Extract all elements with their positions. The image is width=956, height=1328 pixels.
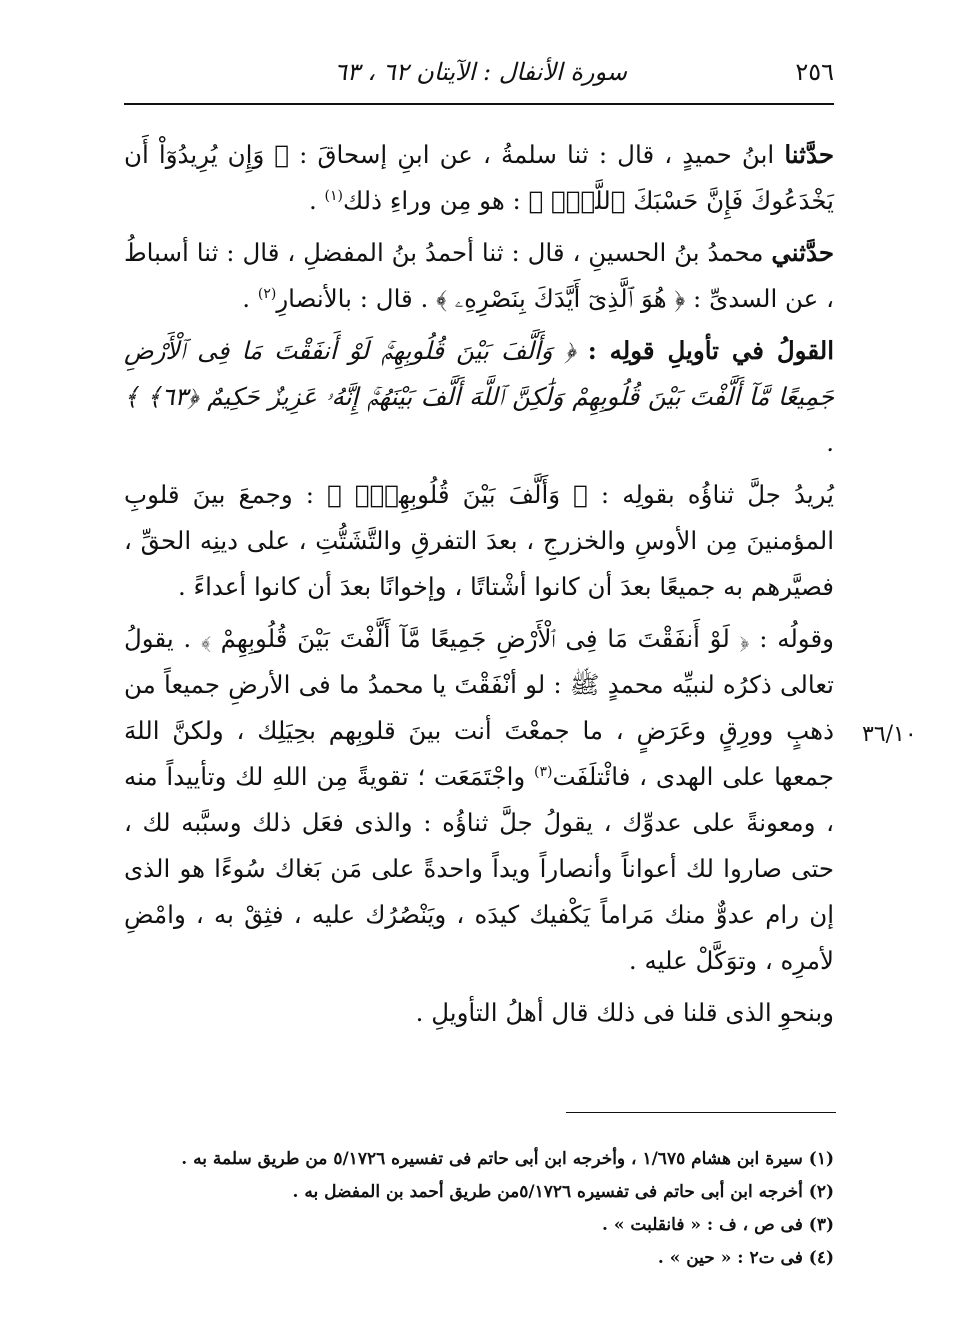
footnote: (٢) أخرجه ابن أبى حاتم فى تفسيره ٥/١٧٢٦من طريق أحمد بن المفضل به . [292,1182,834,1202]
main-text [124,132,834,1042]
paragraph-commentary-3 [124,990,834,1036]
footnote: (٤) فى ت٢ : « حين » . [657,1248,834,1268]
footnotes [124,1143,834,1275]
paragraph-text: محمدُ بنُ الحسينِ ، قال : ثنا أحمدُ بنُ المفضلِ ، قال : ثنا أسباطُ ، عن السدىِّ : ﴿ هُوَ ٱلَّذِىٓ أَيَّدَكَ بِنَصْرِهِۦ ﴾ . قال : بالأنصارِ [124,238,834,313]
paragraph-commentary-1 [124,472,834,610]
paragraph-lead: حدَّثنا [784,140,834,169]
footnote-ref: (٣) [533,763,553,780]
running-title: سورة الأنفال : الآيتان ٦٢ ، ٦٣ [334,58,627,86]
margin-volume-reference: ٣٦/١٠ [862,722,917,747]
footnote: (١) سيرة ابن هشام ١/٦٧٥ ، وأخرجه ابن أبى حاتم فى تفسيره ٥/١٧٢٦ من طريق سلمة به . [181,1149,834,1169]
paragraph-text: وبنحوِ الذى قلنا فى ذلك قال أهلُ التأويلِ . [415,998,834,1027]
paragraph-lead: القولُ في تأويلِ قولِه : [587,336,835,365]
paragraph-hadith-2 [124,230,834,322]
footnote-ref: (١) [324,187,344,204]
paragraph-text: ابنُ حميدٍ ، قال : ثنا سلمةُ ، عن ابنِ إسحاقَ : ﴿ وَإِن يُرِيدُوٓاْ أَن يَخْدَعُوكَ فَإِنَّ حَسْبَكَ ٱللَّهُۚ ﴾ : هو مِن وراءِ ذلك [124,140,834,215]
page-number: ٢٥٦ [795,58,834,86]
paragraph-lead: حدَّثني [771,238,834,267]
footnote: (٣) فى ص ، ف : « فانقلبت » . [602,1215,834,1235]
paragraph-hadith-1 [124,132,834,224]
page-header [124,52,834,92]
paragraph-tail: . [242,284,258,313]
paragraph-verse-heading [124,328,834,466]
paragraph-text: يُريدُ جلَّ ثناؤُه بقولِه : ﴿ وَأَلَّفَ بَيْنَ قُلُوبِهِمْۚ ﴾ : وجمعَ بينَ قلوبِ المؤمنينَ مِن الأوسِ والخزرجِ ، بعدَ التفرقِ والتَّشَتُّتِ ، على دينِه الحقِّ ، فصيَّرهم به جميعًا بعدَ أن كانوا أشْتاتًا ، وإخوانًا بعدَ أن كانوا أعداءً . [124,480,834,601]
paragraph-text: وقولُه : ﴿ لَوْ أَنفَقْتَ مَا فِى ٱلْأَرْضِ جَمِيعًا مَّآ أَلَّفْتَ بَيْنَ قُلُوبِهِمْ ﴾ . يقولُ تعالى ذكرُه لنبيِّه محمدٍ ﷺ : لو أنْفَقْتَ يا محمدُ ما فى الأرضِ جميعاً من ذهبٍ وورِقٍ وعَرَضٍ ، ما جمعْتَ أنت بينَ قلوبِهم بحِيَلِك ، ولكنَّ اللهَ جمعها على الهدى ، فائْتلَفَت [124,624,834,791]
footnote-rule [566,1112,836,1113]
paragraph-tail: واجْتَمَعَت ؛ تقويةً مِن اللهِ لك وتأييداً منه ، ومعونةً على عدوِّك ، يقولُ جلَّ ثناؤُه : والذى فعَل ذلك وسبَّبه لك ، حتى صاروا لك أعواناً وأنصاراً ويداً واحدةً على مَن بَغاك سُوءًا هو الذى إن رام عدوٌّ منك مَراماً يَكْفيك كيدَه ، ويَنْصُرُك عليه ، فثِقْ به ، وامْضِ لأمرِه ، وتوَكَّلْ عليه . [124,762,834,975]
paragraph-commentary-2 [124,616,834,984]
paragraph-tail: . [308,186,325,215]
header-rule [124,103,834,105]
footnote-ref: (٢) [257,285,277,302]
quran-verse: ﴿ وَأَلَّفَ بَيْنَ قُلُوبِهِمْۚ لَوْ أَنفَقْتَ مَا فِى ٱلْأَرْضِ جَمِيعًا مَّآ أَلَّفْتَ بَيْنَ قُلُوبِهِمْ وَلَٰكِنَّ ٱللَّهَ أَلَّفَ بَيْنَهُمْۚ إِنَّهُۥ عَزِيزٌ حَكِيمٌ ﴿٦٣﴾ ﴾ . [124,336,835,457]
